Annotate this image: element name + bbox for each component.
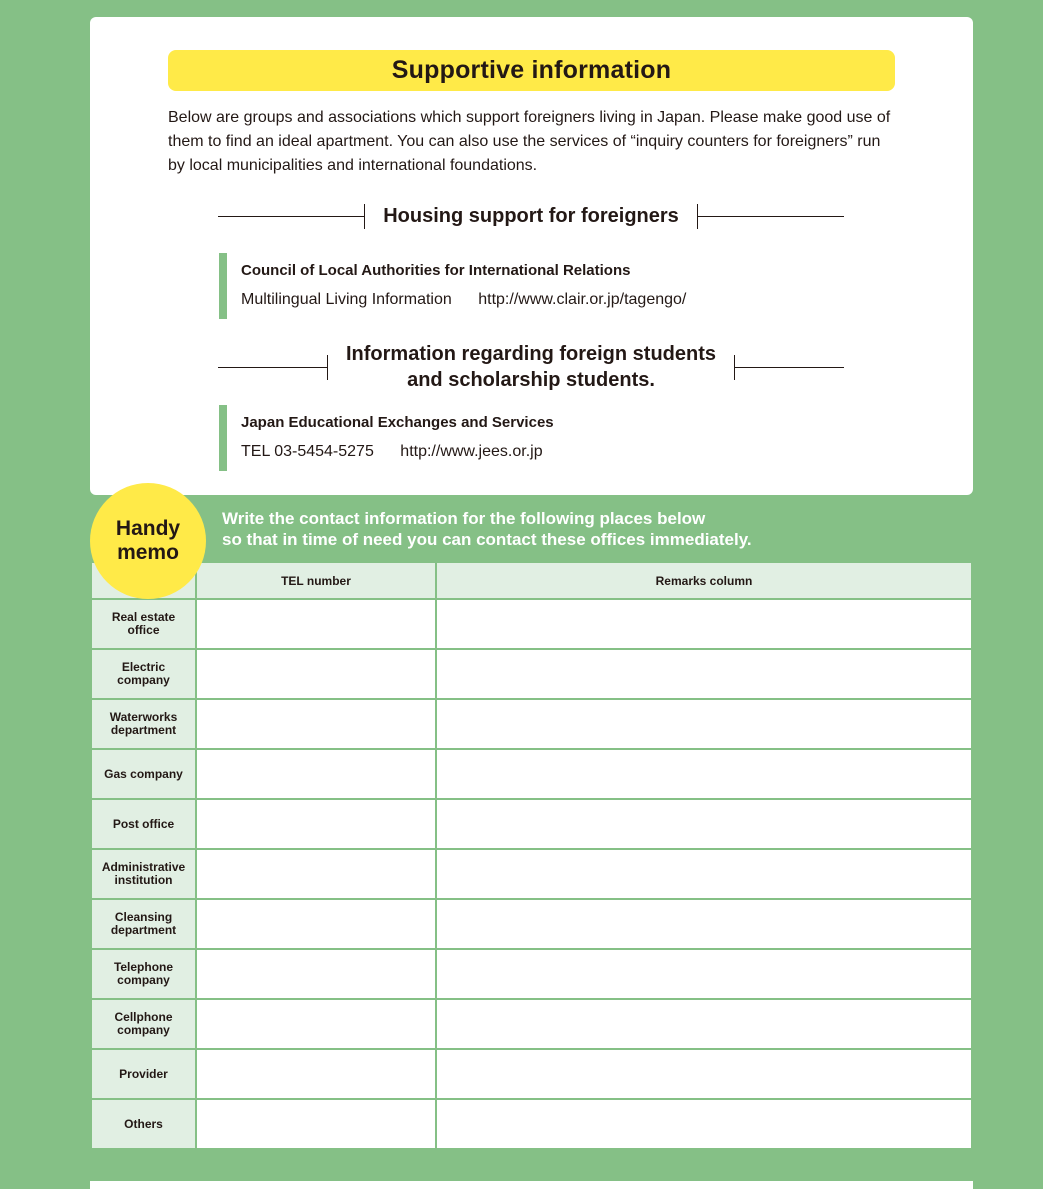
table-row (91, 899, 972, 949)
housing-heading (218, 203, 844, 229)
tel-cell[interactable] (196, 799, 436, 849)
tel-cell[interactable] (196, 1049, 436, 1099)
housing-detail (241, 289, 881, 319)
heading-rule-right (734, 367, 844, 368)
heading-rule-left (218, 367, 328, 368)
heading-rule-right (697, 216, 844, 217)
tel-cell[interactable] (196, 1099, 436, 1149)
remarks-cell[interactable] (436, 899, 972, 949)
table-row (91, 649, 972, 699)
remarks-cell[interactable] (436, 649, 972, 699)
students-tel: TEL 03-5454-5275 (241, 443, 374, 460)
housing-heading-text: Housing support for foreigners (383, 205, 679, 227)
tel-cell[interactable] (196, 599, 436, 649)
tel-cell[interactable] (196, 999, 436, 1049)
remarks-cell[interactable] (436, 699, 972, 749)
remarks-cell[interactable] (436, 1099, 972, 1149)
students-detail (241, 441, 881, 471)
next-card-edge (90, 1181, 973, 1189)
row-label: Cleansing department (91, 899, 196, 949)
row-label: Provider (91, 1049, 196, 1099)
housing-org-name: Council of Local Authorities for International Relations (241, 262, 631, 279)
housing-service-name: Multilingual Living Information (241, 291, 452, 308)
tel-cell[interactable] (196, 949, 436, 999)
memo-instruction-line-2: so that in time of need you can contact these offices immediately. (222, 530, 752, 549)
row-label: Waterworks department (91, 699, 196, 749)
row-label: Real estate office (91, 599, 196, 649)
remarks-cell[interactable] (436, 799, 972, 849)
section-title-text: Supportive information (391, 56, 672, 84)
table-row (91, 749, 972, 799)
tel-cell[interactable] (196, 749, 436, 799)
tel-cell[interactable] (196, 899, 436, 949)
table-row (91, 699, 972, 749)
handy-memo-badge (90, 483, 206, 599)
table-row (91, 949, 972, 999)
table-header-row (91, 562, 972, 599)
tel-cell[interactable] (196, 699, 436, 749)
table-row (91, 599, 972, 649)
row-label: Others (91, 1099, 196, 1149)
students-heading-line-1: Information regarding foreign students (346, 343, 717, 365)
students-heading-text (328, 341, 734, 393)
memo-label-line-1: Handy (115, 517, 181, 540)
housing-info-block (219, 253, 881, 319)
table-row (91, 799, 972, 849)
contact-memo-table (90, 561, 973, 1150)
row-label: Cellphone company (91, 999, 196, 1049)
students-heading-line-2: and scholarship students. (407, 369, 655, 391)
table-row (91, 999, 972, 1049)
memo-label-line-2: memo (117, 541, 179, 564)
students-info-block (219, 405, 881, 471)
row-label: Telephone company (91, 949, 196, 999)
table-row (91, 1049, 972, 1099)
remarks-cell[interactable] (436, 599, 972, 649)
remarks-cell[interactable] (436, 849, 972, 899)
intro-paragraph: Below are groups and associations which support foreigners living in Japan. Please make good use of them to find an ideal apartment. You can also use the services of “inquiry counters for foreigners” run by local municipalities and international foundations. (168, 109, 891, 174)
heading-rule-left (218, 216, 365, 217)
memo-instruction-line-1: Write the contact information for the following places below (222, 509, 706, 528)
table-row (91, 1099, 972, 1149)
section-title (168, 50, 895, 91)
students-url-link[interactable]: http://www.jees.or.jp (400, 443, 543, 460)
row-label: Post office (91, 799, 196, 849)
header-remarks: Remarks column (436, 562, 972, 599)
remarks-cell[interactable] (436, 749, 972, 799)
housing-url-link[interactable]: http://www.clair.or.jp/tagengo/ (478, 291, 687, 308)
remarks-cell[interactable] (436, 999, 972, 1049)
tel-cell[interactable] (196, 849, 436, 899)
students-org-name: Japan Educational Exchanges and Services (241, 414, 554, 431)
supportive-info-card (90, 17, 973, 495)
row-label: Administrative institution (91, 849, 196, 899)
remarks-cell[interactable] (436, 949, 972, 999)
memo-instructions (222, 508, 922, 550)
students-heading (218, 341, 844, 393)
header-tel-number: TEL number (196, 562, 436, 599)
table-row (91, 849, 972, 899)
row-label: Electric company (91, 649, 196, 699)
remarks-cell[interactable] (436, 1049, 972, 1099)
tel-cell[interactable] (196, 649, 436, 699)
row-label: Gas company (91, 749, 196, 799)
